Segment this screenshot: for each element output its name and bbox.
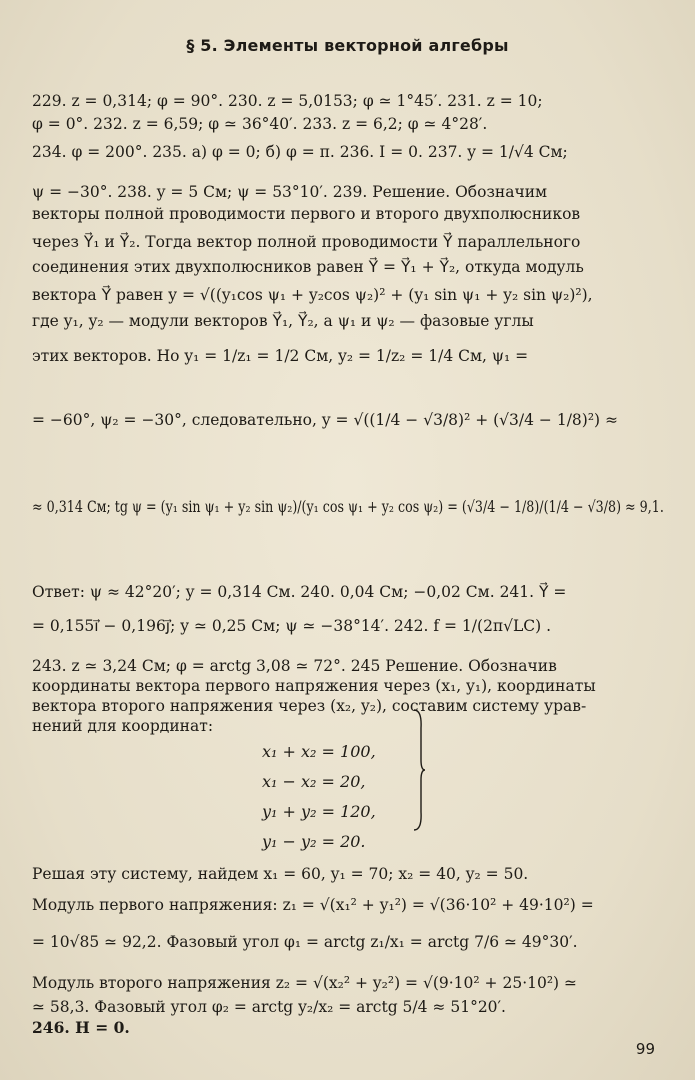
text-line: соединения этих двухполюсников равен Y⃗ = Y⃗₁ + Y⃗₂, откуда модуль — [32, 258, 584, 276]
text-line: Модуль первого напряжения: z₁ = √(x₁² + y₁²) = √(36·10² + 49·10²) = — [32, 896, 594, 914]
text-line: нений для координат: — [32, 717, 214, 735]
text-line: 234. φ = 200°. 235. а) φ = 0; б) φ = π. 236. I = 0. 237. y = 1/√4 См; — [32, 143, 568, 161]
page-number: 99 — [635, 1040, 655, 1058]
text-line: = 0,155i⃗ − 0,196j⃗; y ≃ 0,25 См; ψ ≃ −38°14′. 242. f = 1/(2π√LC) . — [32, 617, 552, 635]
text-line: векторы полной проводимости первого и второго двухполюсников — [32, 205, 581, 223]
system-equation: x₁ − x₂ = 20, — [262, 772, 366, 791]
text-line: = 10√85 ≃ 92,2. Фазовый угол φ₁ = arctg z₁/x₁ = arctg 7/6 ≃ 49°30′. — [32, 933, 578, 951]
text-line: ψ = −30°. 238. y = 5 См; ψ = 53°10′. 239. Решение. Обозначим — [32, 183, 548, 201]
text-line: Решая эту систему, найдем x₁ = 60, y₁ = 70; x₂ = 40, y₂ = 50. — [32, 865, 529, 883]
section-header: § 5. Элементы векторной алгебры — [186, 36, 509, 55]
system-equation: x₁ + x₂ = 100, — [262, 742, 376, 761]
text-line: φ = 0°. 232. z = 6,59; φ ≃ 36°40′. 233. z = 6,2; φ ≃ 4°28′. — [32, 115, 488, 133]
text-line: 246. H = 0. — [32, 1018, 130, 1037]
system-brace — [412, 708, 426, 832]
text-line: 229. z = 0,314; φ = 90°. 230. z = 5,0153; φ ≃ 1°45′. 231. z = 10; — [32, 92, 543, 110]
text-line: координаты вектора первого напряжения через (x₁, y₁), координаты — [32, 677, 596, 695]
text-line: где y₁, y₂ — модули векторов Y⃗₁, Y⃗₂, а ψ₁ и ψ₂ — фазовые углы — [32, 312, 534, 330]
text-line: Модуль второго напряжения z₂ = √(x₂² + y₂²) = √(9·10² + 25·10²) ≃ — [32, 974, 578, 992]
text-line: ≃ 58,3. Фазовый угол φ₂ = arctg y₂/x₂ = arctg 5/4 ≈ 51°20′. — [32, 998, 506, 1016]
text-line: 243. z ≃ 3,24 См; φ = arctg 3,08 ≃ 72°. 245 Решение. Обозначив — [32, 657, 557, 675]
text-line: = −60°, ψ₂ = −30°, следовательно, y = √((1/4 − √3/8)² + (√3/4 − 1/8)²) ≈ — [32, 411, 619, 429]
text-line: через Y⃗₁ и Y⃗₂. Тогда вектор полной проводимости Y⃗ параллельного — [32, 233, 581, 251]
text-line: Ответ: ψ ≈ 42°20′; y = 0,314 См. 240. 0,04 См; −0,02 См. 241. Y⃗ = — [32, 583, 567, 601]
text-line: ≈ 0,314 См; tg ψ = (y₁ sin ψ₁ + y₂ sin ψ₂)/(y₁ cos ψ₁ + y₂ cos ψ₂) = (√3/4 − 1/8)/(1/4 − √3/8) ≈ 9,1. — [32, 498, 664, 516]
system-equation: y₁ − y₂ = 20. — [262, 832, 366, 851]
system-equation: y₁ + y₂ = 120, — [262, 802, 376, 821]
text-line: этих векторов. Но y₁ = 1/z₁ = 1/2 См, y₂ = 1/z₂ = 1/4 См, ψ₁ = — [32, 347, 529, 365]
text-line: вектора второго напряжения через (x₂, y₂), составим систему урав- — [32, 697, 587, 715]
text-line: вектора Y⃗ равен y = √((y₁cos ψ₁ + y₂cos ψ₂)² + (y₁ sin ψ₁ + y₂ sin ψ₂)²), — [32, 286, 593, 304]
